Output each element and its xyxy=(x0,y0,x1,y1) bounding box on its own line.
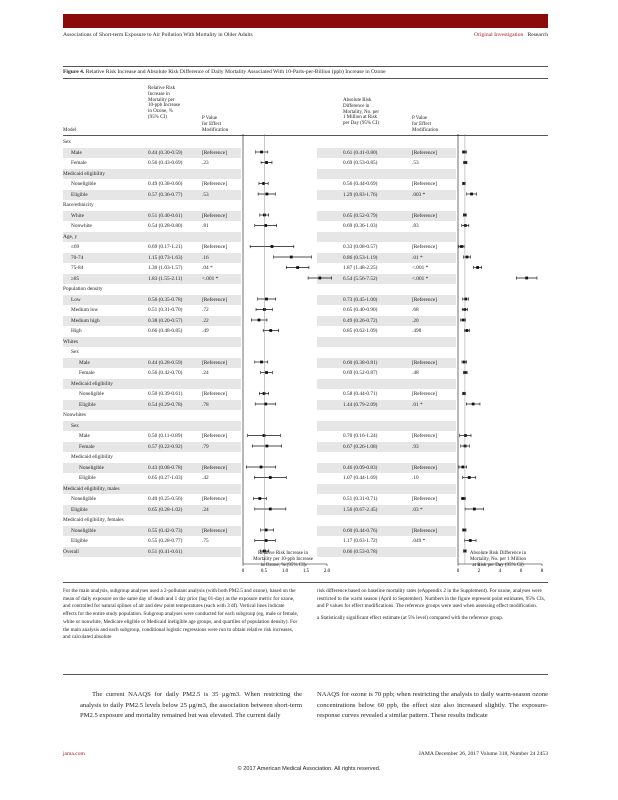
col-p1-header: P Value for Effect Modification xyxy=(202,116,229,133)
row-p2-value: [Reference] xyxy=(412,464,437,471)
axis2-tick-label: 2 xyxy=(477,569,481,574)
point-estimate xyxy=(265,371,268,374)
row-shade xyxy=(317,190,456,201)
row-rel-value: 1.15 (0.73-1.63) xyxy=(148,254,183,261)
row-p1-value: .04 * xyxy=(202,265,213,271)
figure-title-text: Relative Risk Increase and Absolute Risk Difference of Daily Mortality Associated With 10-Parts-per-Billion (ppb) Increase in Ozone xyxy=(85,69,386,75)
row-rel-value: 0.50 (0.39-0.61) xyxy=(148,391,183,397)
figure-title xyxy=(63,69,386,75)
axis1-tick-label: 0.5 xyxy=(260,569,268,574)
row-label: Noneligible xyxy=(71,181,97,187)
row-p1-value: [Reference] xyxy=(202,244,227,250)
axis2-label: Absolute Risk Difference in Mortality, No. per 1 Million at Risk per Day (95% CI) xyxy=(469,551,527,568)
point-estimate xyxy=(263,434,266,437)
section-label xyxy=(474,32,548,38)
row-rel-value: 0.66 (0.48-0.85) xyxy=(148,328,183,334)
row-p1-value: .49 xyxy=(202,328,209,334)
col-model-header: Model xyxy=(63,128,77,133)
row-p2-value: .498 xyxy=(412,328,422,334)
point-estimate xyxy=(269,476,272,479)
row-p1-value: .78 xyxy=(202,401,209,408)
row-rel-value: 0.55 (0.42-0.73) xyxy=(148,527,183,534)
row-shade xyxy=(317,253,456,264)
row-shade xyxy=(317,505,456,516)
axis2-tick-label: 8 xyxy=(540,569,544,574)
footer-site-link[interactable]: jama.com xyxy=(63,751,85,757)
row-label: Male xyxy=(79,433,90,439)
row-p1-value: .75 xyxy=(202,538,209,544)
row-p1-value: [Reference] xyxy=(202,296,227,303)
row-p2-value: .20 xyxy=(412,317,419,324)
row-label: Eligible xyxy=(71,191,88,198)
axis1-tick-label: 1.0 xyxy=(281,569,289,574)
axis1-tick-label: 1.5 xyxy=(302,569,310,574)
point-estimate xyxy=(260,466,263,469)
row-abs-value: 0.86 (0.53-1.19) xyxy=(343,254,378,261)
row-p1-value: [Reference] xyxy=(202,464,227,471)
point-estimate xyxy=(265,529,268,532)
point-estimate xyxy=(464,371,467,374)
row-p2-value: .48 xyxy=(412,370,419,376)
row-shade xyxy=(317,421,456,432)
row-p2-value: .049 * xyxy=(412,538,426,544)
row-rel-value: 0.54 (0.28-0.80) xyxy=(148,223,183,229)
row-abs-value: 0.60 (0.38-0.81) xyxy=(343,359,378,366)
row-abs-value: 0.66 (0.53-0.78) xyxy=(343,548,378,555)
point-estimate xyxy=(468,476,471,479)
row-p2-value: [Reference] xyxy=(412,181,437,187)
point-estimate xyxy=(258,497,261,500)
row-p2-value: [Reference] xyxy=(412,496,437,502)
point-estimate xyxy=(264,224,267,227)
row-p2-value: .003 * xyxy=(412,191,426,198)
row-p1-value: .24 xyxy=(202,506,209,513)
row-p2-value: [Reference] xyxy=(412,433,437,439)
figure-notes-right xyxy=(317,588,548,623)
absolute-risk-forest-plot xyxy=(458,134,542,576)
row-label: Noneligible xyxy=(71,496,97,502)
point-estimate xyxy=(476,266,479,269)
row-rel-value: 0.57 (0.22-0.92) xyxy=(148,443,183,450)
row-abs-value: 0.85 (0.62-1.09) xyxy=(343,328,378,334)
row-label: 75-84 xyxy=(71,265,84,271)
point-estimate xyxy=(473,508,476,511)
point-estimate xyxy=(265,298,268,301)
point-estimate xyxy=(464,224,467,227)
row-rel-value: 0.44 (0.30-0.59) xyxy=(148,149,183,156)
copyright: © 2017 American Medical Association. All rights reserved. xyxy=(237,766,381,772)
row-abs-value: 0.51 (0.31-0.71) xyxy=(343,496,378,502)
row-p1-value: .16 xyxy=(202,254,209,261)
row-shade xyxy=(317,169,456,180)
row-p1-value: .53 xyxy=(202,191,209,198)
row-abs-value: 1.07 (0.44-1.69) xyxy=(343,475,378,481)
row-p2-value: .01 * xyxy=(412,254,423,261)
point-estimate xyxy=(258,319,261,322)
row-shade xyxy=(63,232,241,243)
figure-notes-right-text: risk difference based on baseline mortality rates (eAppendix 2 in the Supplement). For ozone, analyses were restricted to the warm season (April to September). Numbers in the figure represent point estimates, 95% CIs, and P values for effect modifications. The reference groups were used when assessing effect modification. xyxy=(317,588,546,610)
row-p2-value: [Reference] xyxy=(412,212,437,219)
row-abs-value: 0.65 (0.40-0.90) xyxy=(343,307,378,313)
row-label: Eligible xyxy=(79,401,96,408)
row-shade xyxy=(63,421,241,432)
axis2-tick-label: 4 xyxy=(498,569,502,574)
row-label: 70-74 xyxy=(71,254,84,261)
axis1-tick-label: 2.0 xyxy=(323,569,331,574)
point-estimate xyxy=(271,245,274,248)
row-rel-value: 0.51 (0.31-0.70) xyxy=(148,307,183,313)
row-abs-value: 0.60 (0.44-0.76) xyxy=(343,527,378,534)
point-estimate xyxy=(265,539,268,542)
row-group-heading: Whites xyxy=(63,338,79,345)
row-group-heading: Sex xyxy=(71,422,79,429)
row-p1-value: .42 xyxy=(202,475,209,481)
row-shade xyxy=(317,316,456,327)
point-estimate xyxy=(266,193,269,196)
row-label: Eligible xyxy=(71,538,88,544)
row-label: Noneligible xyxy=(79,464,105,471)
row-abs-value: 0.67 (0.26-1.08) xyxy=(343,443,378,450)
point-estimate xyxy=(296,266,299,269)
row-rel-value: 0.56 (0.42-0.70) xyxy=(148,370,183,376)
row-p1-value: [Reference] xyxy=(202,149,227,156)
row-shade xyxy=(317,400,456,411)
row-rel-value: 1.83 (1.55-2.11) xyxy=(148,275,183,282)
row-rel-value: 0.49 (0.38-0.60) xyxy=(148,181,183,187)
body-text-left: The current NAAQS for daily PM2.5 is 35 μg/m3. When restricting the analysis to daily PM2.5 levels below 25 μg/m3, the association between short-term PM2.5 exposure and mortality remained but was elevated. The current daily xyxy=(80,691,302,720)
running-title: Associations of Short-term Exposure to Air Pollution With Mortality in Older Adults xyxy=(63,32,253,38)
row-label: Low xyxy=(71,296,81,303)
point-estimate xyxy=(260,151,263,154)
row-rel-value: 1.30 (1.03-1.57) xyxy=(148,265,183,271)
row-shade xyxy=(317,379,456,390)
axis2-tick-label: 6 xyxy=(519,569,523,574)
point-estimate xyxy=(260,361,263,364)
row-abs-value: 1.44 (0.79-2.09) xyxy=(343,401,378,408)
point-estimate xyxy=(463,151,466,154)
row-group-heading: Race/ethnicity xyxy=(63,202,94,208)
row-group-heading: Medicaid eligibility xyxy=(71,380,113,387)
col-abs-header: Absolute Risk Difference in Mortality, No. per 1 Million at Risk per Day (95% CI) xyxy=(343,98,380,127)
row-rel-value: 0.43 (0.08-0.78) xyxy=(148,464,183,471)
point-estimate xyxy=(263,392,266,395)
axis2-tick-label: 0 xyxy=(456,569,460,574)
row-p1-value: [Reference] xyxy=(202,181,227,187)
col-rel-header: Relative Risk Increase in Mortality per 10-ppb Increase in Ozone, % (95% CI) xyxy=(148,86,181,120)
row-rel-value: 0.54 (0.29-0.78) xyxy=(148,401,183,408)
row-shade xyxy=(317,232,456,243)
row-rel-value: 0.44 (0.28-0.59) xyxy=(148,359,183,366)
row-label: Female xyxy=(79,370,95,376)
relative-risk-forest-plot xyxy=(241,134,331,576)
notes-top-rule xyxy=(63,582,548,583)
point-estimate xyxy=(472,403,475,406)
row-abs-value: 0.58 (0.44-0.71) xyxy=(343,391,378,397)
row-label: Nonwhite xyxy=(71,223,92,229)
row-shade xyxy=(317,484,456,495)
row-p1-value: [Reference] xyxy=(202,433,227,439)
row-group-heading: Age, y xyxy=(63,233,78,240)
row-shade xyxy=(63,337,241,348)
point-estimate xyxy=(264,403,267,406)
point-estimate xyxy=(525,277,528,280)
row-label: Medium low xyxy=(71,307,99,313)
row-label: High xyxy=(71,328,82,334)
point-estimate xyxy=(463,529,466,532)
row-p1-value: .81 xyxy=(202,223,209,229)
row-p2-value: <.001 * xyxy=(412,265,429,271)
row-p1-value: [Reference] xyxy=(202,359,227,366)
row-p1-value: [Reference] xyxy=(202,391,227,397)
row-rel-value: 0.69 (0.17-1.21) xyxy=(148,244,183,250)
row-p2-value: .01 * xyxy=(412,401,423,408)
row-label: ≤69 xyxy=(71,244,80,250)
row-abs-value: 6.54 (5.56-7.52) xyxy=(343,275,378,282)
row-abs-value: 0.69 (0.53-0.85) xyxy=(343,160,378,166)
row-label: Male xyxy=(79,359,90,366)
row-label: Overall xyxy=(63,548,79,555)
row-label: Medium high xyxy=(71,317,100,324)
row-abs-value: 0.61 (0.41-0.80) xyxy=(343,149,378,156)
row-p2-value: .03 * xyxy=(412,506,423,513)
row-shade xyxy=(317,442,456,453)
row-group-heading: Nonwhites xyxy=(63,412,86,418)
section-category: Research xyxy=(527,32,548,38)
point-estimate xyxy=(269,329,272,332)
section-name: Original Investigation xyxy=(474,32,524,38)
row-p1-value: [Reference] xyxy=(202,212,227,219)
row-group-heading: Sex xyxy=(71,349,79,355)
point-estimate xyxy=(469,539,472,542)
point-estimate xyxy=(466,329,469,332)
row-abs-value: 0.69 (0.52-0.87) xyxy=(343,370,378,376)
row-p1-value: [Reference] xyxy=(202,527,227,534)
row-p2-value: .68 xyxy=(412,307,419,313)
row-abs-value: 0.73 (0.45-1.00) xyxy=(343,296,378,303)
row-p1-value: .24 xyxy=(202,370,209,376)
row-p1-value: .79 xyxy=(202,443,209,450)
row-p2-value: [Reference] xyxy=(412,296,437,303)
row-abs-value: 1.29 (0.83-1.76) xyxy=(343,191,378,198)
row-rel-value: 0.56 (0.43-0.69) xyxy=(148,160,183,166)
figure-label: Figure 4. xyxy=(63,69,85,75)
row-abs-value: 0.49 (0.26-0.72) xyxy=(343,317,378,324)
row-rel-value: 0.56 (0.35-0.78) xyxy=(148,296,183,303)
row-label: Noneligible xyxy=(71,527,97,534)
point-estimate xyxy=(266,445,269,448)
row-group-heading: Medicaid eligibility, females xyxy=(63,517,124,523)
row-p2-value: <.001 * xyxy=(412,275,429,282)
figure-notes-left: For the main analysis, subgroup analyses used a 2-pollutant analysis (with both PM2.5 and ozone), based on the mean of daily exposure on the same day of death and 1 day prior (lag 01-day) as the exposure metric for ozone, and controlled for natural splines of air and dew point temperatures (each with 3 df). Vertical lines indicate effects for the entire study population. Subgroup analyses were conducted for each subgroup (eg, male or female, white or nonwhite, Medicare eligible or Medicaid ineligible age groups, and quartiles of population density). For the main analysis and each subgroup, conditional logistic regressions were run to obtain relative risk increases, and calculated absolute xyxy=(63,588,299,641)
figure-title-rule xyxy=(63,78,548,79)
row-label: Female xyxy=(71,160,87,166)
row-rel-value: 0.65 (0.27-1.03) xyxy=(148,475,183,481)
row-p1-value: .72 xyxy=(202,307,209,313)
point-estimate xyxy=(470,193,473,196)
body-text-right: NAAQS for ozone is 70 ppb; when restricting the analysis to daily warm-season ozone concentrations below 60 ppb, the effect size also increased slightly. The exposure-response curves revealed a similar pattern. These results indicate xyxy=(317,691,548,720)
point-estimate xyxy=(461,466,464,469)
row-p2-value: .93 xyxy=(412,443,419,450)
row-p1-value: <.001 * xyxy=(202,275,219,282)
row-p1-value: [Reference] xyxy=(202,496,227,502)
axis1-tick-label: 0 xyxy=(241,569,245,574)
point-estimate xyxy=(318,277,321,280)
point-estimate xyxy=(464,161,467,164)
point-estimate xyxy=(460,245,463,248)
row-rel-value: 0.51 (0.41-0.61) xyxy=(148,548,183,555)
point-estimate xyxy=(463,361,466,364)
row-rel-value: 0.51 (0.40-0.61) xyxy=(148,212,183,219)
col-p2-header: P Value for Effect Modification xyxy=(412,116,439,133)
row-shade xyxy=(317,547,456,558)
point-estimate xyxy=(464,298,467,301)
row-label: Eligible xyxy=(79,475,96,481)
row-p2-value: [Reference] xyxy=(412,149,437,156)
row-group-heading: Population density xyxy=(63,286,103,292)
row-rel-value: 0.55 (0.28-0.77) xyxy=(148,538,183,544)
row-shade xyxy=(317,274,456,285)
point-estimate xyxy=(466,256,469,259)
figure-footnote: a Statistically significant effect estimate (at 5% level) compared with the reference group. xyxy=(317,615,504,622)
row-rel-value: 0.40 (0.25-0.56) xyxy=(148,496,183,502)
point-estimate xyxy=(290,256,293,259)
journal-header-bar xyxy=(63,14,548,28)
axis1-label: Relative Risk Increase in Mortality per 10-ppb Increase in Ozone, % (95% CI) xyxy=(253,551,313,568)
row-abs-value: 0.56 (0.44-0.69) xyxy=(343,181,378,187)
row-p1-value: .23 xyxy=(202,160,209,166)
row-p2-value: .10 xyxy=(412,475,419,481)
row-shade xyxy=(317,337,456,348)
row-label: Female xyxy=(79,443,95,450)
figure-top-rule xyxy=(63,66,548,67)
point-estimate xyxy=(464,434,467,437)
row-label: ≥85 xyxy=(71,275,80,282)
row-p2-value: [Reference] xyxy=(412,391,437,397)
row-rel-value: 0.50 (0.11-0.89) xyxy=(148,433,183,439)
row-group-heading: Medicaid eligibility xyxy=(63,170,105,177)
row-abs-value: 0.65 (0.52-0.79) xyxy=(343,212,378,219)
point-estimate xyxy=(462,497,465,500)
row-p2-value: [Reference] xyxy=(412,244,437,250)
row-label: Noneligible xyxy=(79,391,105,397)
row-abs-value: 1.56 (0.67-2.45) xyxy=(343,506,378,513)
row-label: Male xyxy=(71,149,82,156)
point-estimate xyxy=(269,508,272,511)
row-group-heading: Medicaid eligibility, males xyxy=(63,485,120,492)
row-abs-value: 1.17 (0.63-1.72) xyxy=(343,538,378,544)
row-label: White xyxy=(71,212,84,219)
row-p1-value: .22 xyxy=(202,317,209,324)
row-rel-value: 0.38 (0.20-0.57) xyxy=(148,317,183,324)
row-abs-value: 0.69 (0.36-1.03) xyxy=(343,223,378,229)
row-abs-value: 0.46 (0.09-0.83) xyxy=(343,464,378,471)
row-p2-value: [Reference] xyxy=(412,527,437,534)
point-estimate xyxy=(462,319,465,322)
row-rel-value: 0.57 (0.36-0.77) xyxy=(148,191,183,198)
row-p2-value: .53 xyxy=(412,160,419,166)
row-abs-value: 0.70 (0.16-1.24) xyxy=(343,433,378,439)
row-abs-value: 1.87 (1.48-2.25) xyxy=(343,265,378,271)
row-p2-value: [Reference] xyxy=(412,359,437,366)
row-group-heading: Medicaid eligibility xyxy=(71,454,113,460)
row-group-heading: Sex xyxy=(63,139,71,145)
row-p2-value: .83 xyxy=(412,223,419,229)
row-rel-value: 0.65 (0.28-1.02) xyxy=(148,506,183,513)
notes-bottom-rule xyxy=(63,674,548,675)
footer-citation: JAMA December 26, 2017 Volume 318, Number 24 2453 xyxy=(418,751,548,757)
row-abs-value: 0.33 (0.08-0.57) xyxy=(343,244,378,250)
row-label: Eligible xyxy=(71,506,88,513)
point-estimate xyxy=(265,161,268,164)
